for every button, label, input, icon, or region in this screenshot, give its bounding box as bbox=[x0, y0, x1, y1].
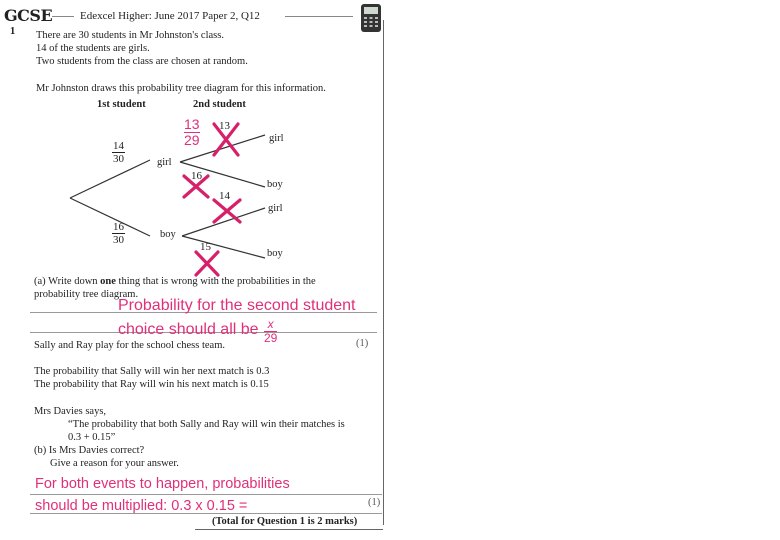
part-b-intro: Sally and Ray play for the school chess team. bbox=[34, 340, 225, 351]
part-a-prompt: (a) Write down one thing that is wrong with the probabilities in the bbox=[34, 276, 316, 287]
first-student-heading: 1st student bbox=[97, 99, 146, 110]
part-b-marks: (1) bbox=[368, 497, 381, 508]
gcse-logo: GCSE bbox=[4, 6, 53, 25]
page-border-right bbox=[383, 20, 384, 525]
label-boy-girl: girl bbox=[268, 203, 283, 214]
prob-first-boy: $\frac{16}{30}$ bbox=[113, 221, 124, 246]
cross-mark-3 bbox=[214, 200, 240, 222]
prob-boy-girl: 14 bbox=[219, 190, 230, 202]
prob-first-girl: $\frac{14}{30}$ bbox=[113, 140, 124, 165]
quote-line-2: 0.3 + 0.15” bbox=[68, 432, 116, 443]
prob-boy-boy: 15 bbox=[200, 241, 211, 253]
label-girl-girl: girl bbox=[269, 133, 284, 144]
prob-girl-girl: 13 bbox=[219, 120, 230, 132]
branch-first-boy bbox=[70, 198, 150, 236]
label-first-boy: boy bbox=[160, 229, 176, 240]
part-b-answer-line-2: should be multiplied: 0.3 x 0.15 = bbox=[35, 498, 248, 514]
answer-line-b-1 bbox=[30, 494, 382, 495]
part-a-answer-fraction: $\frac{x}{29}$ bbox=[264, 317, 278, 345]
part-a-marks: (1) bbox=[356, 338, 369, 349]
label-first-girl: girl bbox=[157, 157, 172, 168]
label-boy-boy: boy bbox=[267, 248, 283, 259]
part-a-answer-line-2: choice should all be bbox=[118, 321, 259, 338]
part-b-answer-line-1: For both events to happen, probabilities bbox=[35, 476, 290, 492]
part-a-answer-line-1: Probability for the second student bbox=[118, 297, 356, 314]
cross-mark-4 bbox=[196, 252, 218, 275]
question-line-3: Two students from the class are chosen at random. bbox=[36, 56, 248, 67]
question-number: 1 bbox=[10, 26, 16, 37]
prob-girl-boy: 16 bbox=[191, 170, 202, 182]
tree-diagram bbox=[0, 0, 400, 280]
label-girl-boy: boy bbox=[267, 179, 283, 190]
second-student-heading: 2nd student bbox=[193, 99, 246, 110]
total-marks: (Total for Question 1 is 2 marks) bbox=[212, 516, 358, 527]
question-line-2: 14 of the students are girls. bbox=[36, 43, 150, 54]
part-a-prompt-2: probability tree diagram. bbox=[34, 289, 139, 300]
part-b-reason: Give a reason for your answer. bbox=[50, 458, 179, 469]
branch-first-girl bbox=[70, 160, 150, 198]
sally-probability: The probability that Sally will win her next match is 0.3 bbox=[34, 366, 270, 377]
ray-probability: The probability that Ray will win his next match is 0.15 bbox=[34, 379, 269, 390]
mrs-davies-says: Mrs Davies says, bbox=[34, 406, 107, 417]
tree-intro: Mr Johnston draws this probability tree diagram for this information. bbox=[36, 83, 326, 94]
quote-line-1: “The probability that both Sally and Ray will win their matches is bbox=[68, 419, 345, 430]
branch-boy-boy bbox=[182, 236, 265, 258]
question-line-1: There are 30 students in Mr Johnston's class. bbox=[36, 30, 224, 41]
part-b-question: (b) Is Mrs Davies correct? bbox=[34, 445, 145, 456]
page-border-bottom bbox=[195, 529, 383, 530]
paper-source: Edexcel Higher: June 2017 Paper 2, Q12 bbox=[80, 10, 260, 22]
handwritten-correction-fraction: $\frac{13}{29}$ bbox=[184, 116, 200, 148]
